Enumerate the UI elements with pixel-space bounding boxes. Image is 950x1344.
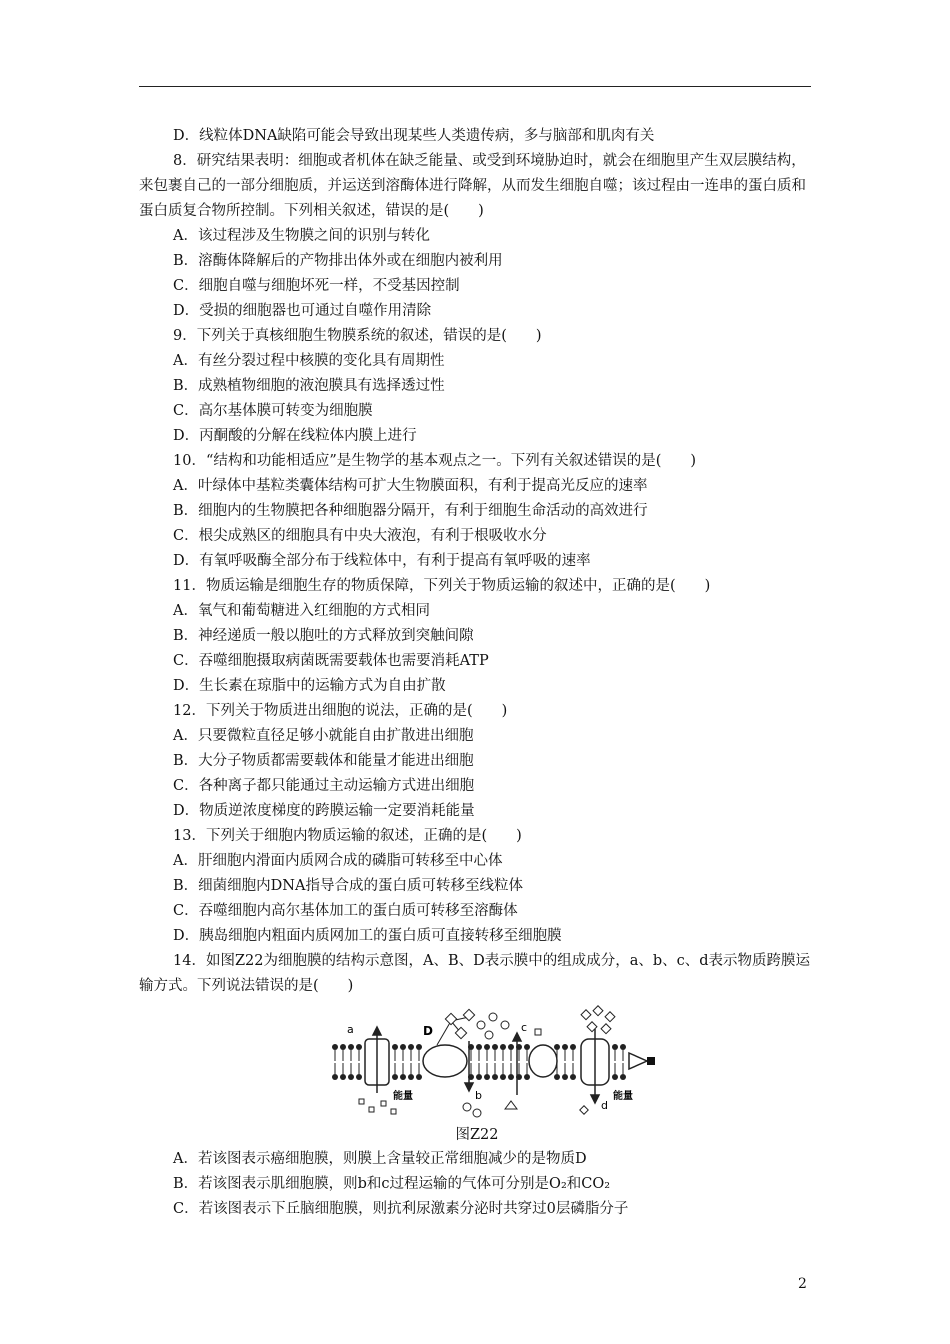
q14-stem: 14．如图Z22为细胞膜的结构示意图，A、B、D表示膜中的组成成分，a、b、c、d表示物质跨膜运输方式。下列说法错误的是( ) xyxy=(139,953,811,994)
membrane-figure xyxy=(139,1003,815,1123)
q14-option-b: B．若该图表示肌细胞膜，则b和c过程运输的气体可分别是O₂和CO₂ xyxy=(173,1176,611,1192)
q13-stem: 13．下列关于细胞内物质运输的叙述，正确的是( ) xyxy=(173,828,522,844)
q14-option-c: C．若该图表示下丘脑细胞膜，则抗利尿激素分泌时共穿过0层磷脂分子 xyxy=(173,1201,629,1217)
energy-label-left: 能量 xyxy=(393,1091,413,1102)
q7-option-d: D．线粒体DNA缺陷可能会导致出现某些人类遗传病，多与脑部和肌肉有关 xyxy=(173,128,655,144)
q13-option-b: B．细菌细胞内DNA指导合成的蛋白质可转移至线粒体 xyxy=(173,878,523,894)
q11-option-c: C．吞噬细胞摄取病菌既需要载体也需要消耗ATP xyxy=(173,653,489,669)
header-rule xyxy=(139,86,811,87)
page-number: 2 xyxy=(798,1276,807,1292)
page-content xyxy=(139,124,815,1222)
q8-option-a: A．该过程涉及生物膜之间的识别与转化 xyxy=(173,228,430,244)
label-d: D xyxy=(423,1024,433,1038)
q11-option-a: A．氧气和葡萄糖进入红细胞的方式相同 xyxy=(173,603,430,619)
q8-option-b: B．溶酶体降解后的产物排出体外或在细胞内被利用 xyxy=(173,253,503,269)
q12-option-a: A．只要微粒直径足够小就能自由扩散进出细胞 xyxy=(173,728,474,744)
protein-channel xyxy=(529,1045,557,1077)
q12-option-c: C．各种离子都只能通过主动运输方式进出细胞 xyxy=(173,778,475,794)
q12-option-d: D．物质逆浓度梯度的跨膜运输一定要消耗能量 xyxy=(173,803,475,819)
q13-option-d: D．胰岛细胞内粗面内质网加工的蛋白质可直接转移至细胞膜 xyxy=(173,928,562,944)
q13-option-c: C．吞噬细胞内高尔基体加工的蛋白质可转移至溶酶体 xyxy=(173,903,518,919)
q9-stem: 9．下列关于真核细胞生物膜系统的叙述，错误的是( ) xyxy=(173,328,542,344)
q11-option-b: B．神经递质一般以胞吐的方式释放到突触间隙 xyxy=(173,628,474,644)
q11-stem: 11．物质运输是细胞生存的物质保障，下列关于物质运输的叙述中，正确的是( ) xyxy=(173,578,711,594)
glycoprotein-chain xyxy=(437,1009,475,1045)
q13-option-a: A．肝细胞内滑面内质网合成的磷脂可转移至中心体 xyxy=(173,853,503,869)
energy-label-right: 能量 xyxy=(613,1091,633,1102)
q14-option-a: A．若该图表示癌细胞膜，则膜上含量较正常细胞减少的是物质D xyxy=(173,1151,587,1167)
q8-stem: 8．研究结果表明：细胞或者机体在缺乏能量、或受到环境胁迫时，就会在细胞里产生双层膜结构，来包裹自己的一部分细胞质，并运送到溶酶体进行降解，从而发生细胞自噬；该过程由一连串的蛋白质和蛋白质复合物所控制。下列相关叙述，错误的是( ) xyxy=(139,153,806,219)
q10-option-b: B．细胞内的生物膜把各种细胞器分隔开，有利于细胞生命活动的高效进行 xyxy=(173,503,648,519)
q10-option-c: C．根尖成熟区的细胞具有中央大液泡，有利于根吸收水分 xyxy=(173,528,547,544)
figure-caption: 图Z22 xyxy=(455,1127,499,1143)
protein-middle xyxy=(423,1045,467,1077)
protein-end xyxy=(629,1053,647,1069)
q9-option-a: A．有丝分裂过程中核膜的变化具有周期性 xyxy=(173,353,445,369)
q10-stem: 10．“结构和功能相适应”是生物学的基本观点之一。下列有关叙述错误的是( ) xyxy=(173,453,697,469)
q12-stem: 12．下列关于物质进出细胞的说法，正确的是( ) xyxy=(173,703,508,719)
q11-option-d: D．生长素在琼脂中的运输方式为自由扩散 xyxy=(173,678,446,694)
label-c: c xyxy=(521,1021,528,1034)
q8-option-c: C．细胞自噬与细胞坏死一样，不受基因控制 xyxy=(173,278,460,294)
q8-option-d: D．受损的细胞器也可通过自噬作用清除 xyxy=(173,303,432,319)
label-b: b xyxy=(475,1089,482,1102)
membrane-diagram xyxy=(329,1003,659,1121)
q9-option-c: C．高尔基体膜可转变为细胞膜 xyxy=(173,403,373,419)
label-d-small: d xyxy=(601,1099,608,1112)
q9-option-b: B．成熟植物细胞的液泡膜具有选择透过性 xyxy=(173,378,445,394)
q9-option-d: D．丙酮酸的分解在线粒体内膜上进行 xyxy=(173,428,417,444)
label-a: a xyxy=(347,1023,354,1036)
q10-option-a: A．叶绿体中基粒类囊体结构可扩大生物膜面积，有利于提高光反应的速率 xyxy=(173,478,648,494)
q10-option-d: D．有氧呼吸酶全部分布于线粒体中，有利于提高有氧呼吸的速率 xyxy=(173,553,591,569)
q12-option-b: B．大分子物质都需要载体和能量才能进出细胞 xyxy=(173,753,474,769)
